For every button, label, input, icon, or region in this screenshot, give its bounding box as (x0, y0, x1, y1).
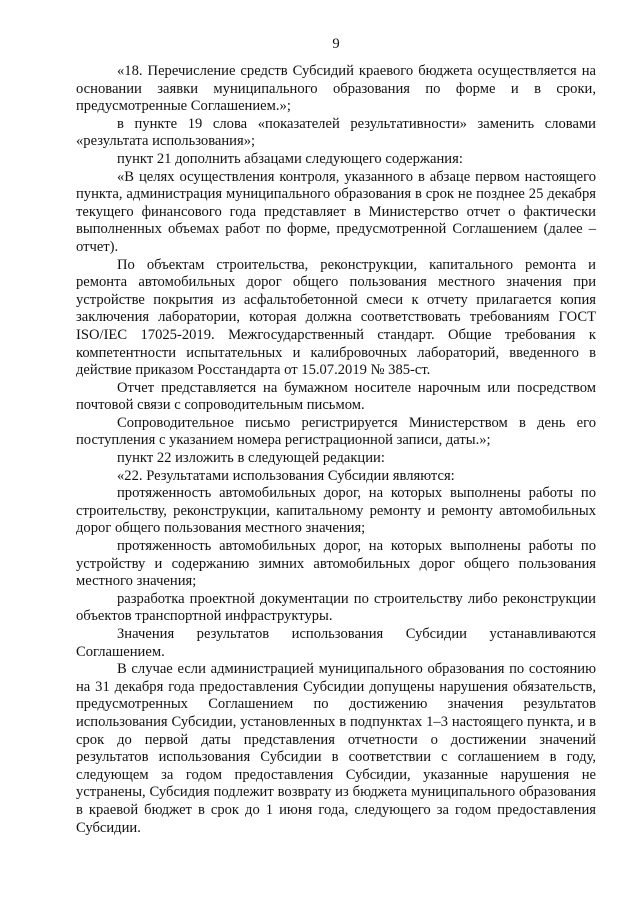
paragraph-result-winter-roads: протяженность автомобильных дорог, на которых выполнены работы по устройству и содержанию зимних автомобильных дорог общего пользования местного значения; (76, 538, 596, 590)
paragraph-amend-item-19: в пункте 19 слова «показателей результативности» заменить словами «результата использования»; (76, 115, 596, 150)
paragraph-report-delivery: Отчет представляется на бумажном носителе нарочным или посредством почтовой связи с сопроводительным письмом. (76, 379, 596, 414)
paragraph-control-report: «В целях осуществления контроля, указанного в абзаце первом настоящего пункта, администрация муниципального образования в срок не позднее 25 декабря текущего финансового года представляет в Министерство отчет о фактически выполненных объемах работ по форме, предусмотренной Соглашением (далее – отчет). (76, 168, 596, 255)
document-body (76, 63, 596, 837)
paragraph-result-design: разработка проектной документации по строительству либо реконструкции объектов транспортной инфраструктуры. (76, 590, 596, 625)
page-number: 9 (332, 36, 340, 52)
paragraph-item-22-results: «22. Результатами использования Субсидии являются: (117, 467, 455, 484)
paragraph-item-18-transfer: «18. Перечисление средств Субсидий краевого бюджета осуществляется на основании заявки муниципального образования по форме и в сроки, предусмотренные Соглашением.»; (76, 63, 596, 115)
paragraph-amend-item-21: пункт 21 дополнить абзацами следующего содержания: (117, 150, 463, 167)
paragraph-result-construction: протяженность автомобильных дорог, на которых выполнены работы по строительству, реконструкции, капитальному ремонту и ремонту автомобильных дорог общего пользования местного значения; (76, 485, 596, 537)
paragraph-subsidy-return: В случае если администрацией муниципального образования по состоянию на 31 декабря года предоставления Субсидии допущены нарушения обязательств, предусмотренных Соглашением по достижению значения результатов использования Субсидии, установленных в подпунктах 1–3 настоящего пункта, и в срок до первой даты представления отчетности о достижении значений результатов использования Субсидии в соответствии с соглашением в году, следующем за годом предоставления Субсидии, указанные нарушения не устранены, Субсидия подлежит возврату из бюджета муниципального образования в краевой бюджет в срок до 1 июня года, следующего за годом предоставления Субсидии. (76, 661, 596, 836)
paragraph-letter-registration: Сопроводительное письмо регистрируется Министерством в день его поступления с указанием номера регистрационной записи, даты.»; (76, 414, 596, 449)
paragraph-lab-conclusion: По объектам строительства, реконструкции, капитального ремонта и ремонта автомобильных дорог общего пользования местного значения при устройстве покрытия из асфальтобетонной смеси к отчету прилагается копия заключения лаборатории, которая должна соответствовать требованиям ГОСТ ISO/IEC 17025-2019. Межгосударственный стандарт. Общие требования к компетентности испытательных и калибровочных лабораторий, введенного в действие приказом Росстандарта от 15.07.2019 № 385-ст. (76, 256, 596, 379)
paragraph-result-values: Значения результатов использования Субсидии устанавливаются Соглашением. (76, 626, 596, 660)
paragraph-amend-item-22: пункт 22 изложить в следующей редакции: (117, 450, 385, 467)
